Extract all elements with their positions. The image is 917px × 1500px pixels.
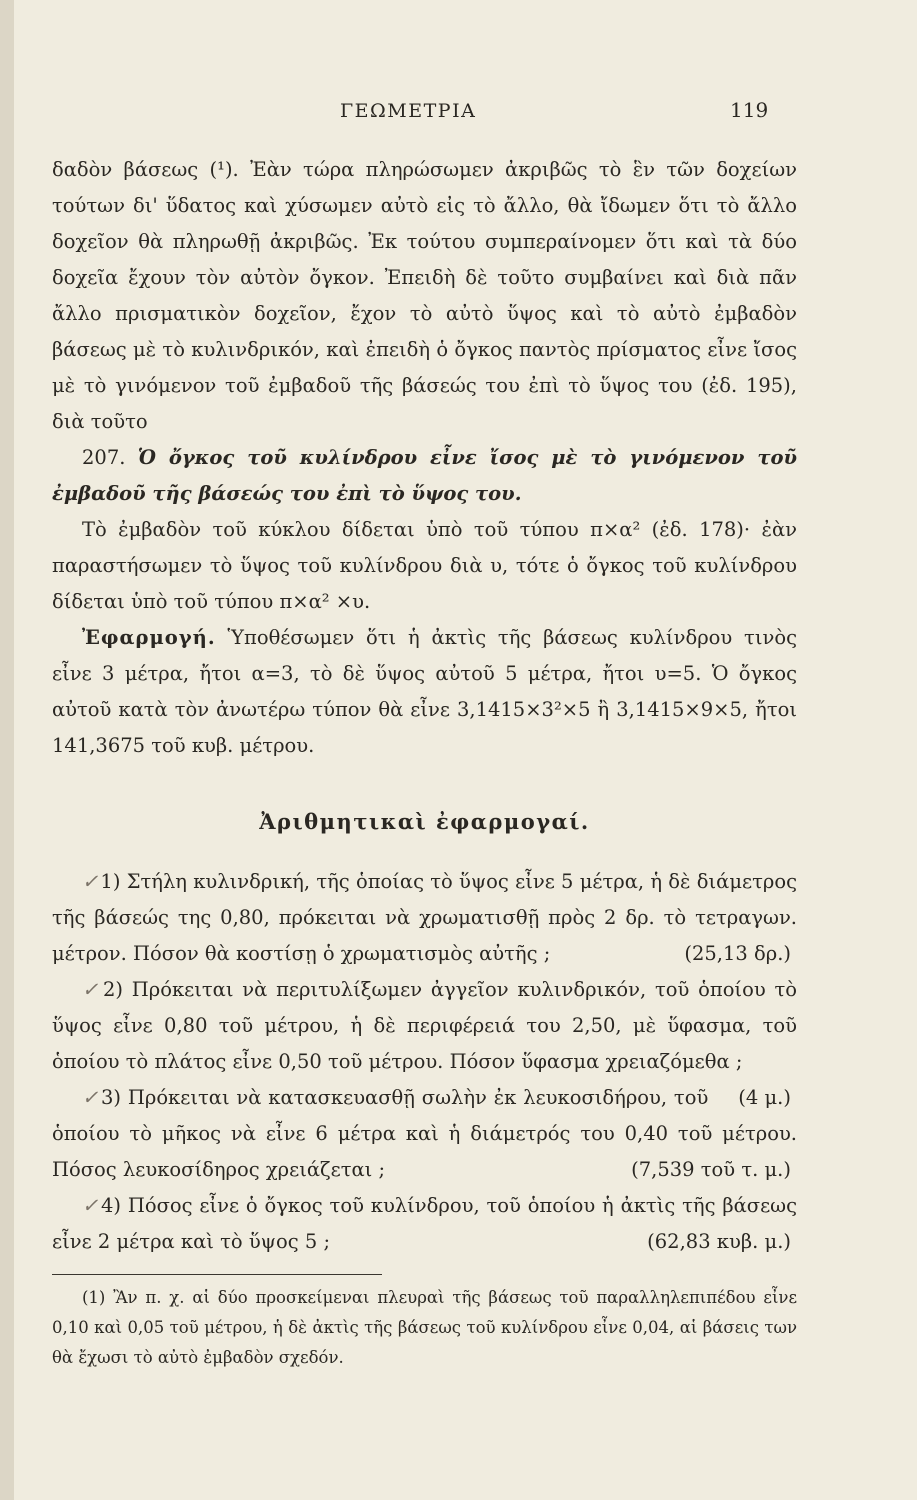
theorem-number: 207.	[82, 446, 126, 469]
pencil-check-icon: ✓	[82, 1086, 99, 1109]
page-number: 119	[730, 98, 769, 122]
theorem-statement: Ὁ ὄγκος τοῦ κυλίνδρου εἶνε ἴσος μὲ τὸ γινόμενον τοῦ ἐμβαδοῦ τῆς βάσεώς του ἐπὶ τὸ ὕψος του.	[52, 446, 797, 505]
exercise-answer: (4 μ.)	[738, 1086, 791, 1109]
application-paragraph	[52, 620, 797, 764]
section-heading: Ἀριθμητικαὶ ἐφαρμογαί.	[259, 809, 590, 834]
application-text: Ὑποθέσωμεν ὅτι ἡ ἀκτὶς τῆς βάσεως κυλίνδρου τινὸς εἶνε 3 μέτρα, ἤτοι α=3, τὸ δὲ ὕψος αὐτοῦ 5 μέτρα, ἤτοι υ=5. Ὁ ὄγκος αὐτοῦ κατὰ τὸν ἀνωτέρω τύπον θὰ εἶνε 3,1415×3²×5 ἢ 3,1415×9×5, ἤτοι 141,3675 τοῦ κυβ. μέτρου.	[52, 626, 797, 757]
running-title: ΓΕΩΜΕΤΡΙΑ	[340, 100, 477, 122]
main-text	[52, 152, 797, 1373]
exercise-4	[52, 1188, 797, 1260]
page-header	[0, 96, 917, 126]
exercise-2	[52, 972, 797, 1109]
exercise-text: Πρόκειται νὰ περιτυλίξωμεν ἀγγεῖον κυλινδρικόν, τοῦ ὁποίου τὸ ὕψος εἶνε 0,80 τοῦ μέτρου, ἡ δὲ περιφέρειά του 2,50, μὲ ὕφασμα, τοῦ ὁποίου τὸ πλάτος εἶνε 0,50 τοῦ μέτρου. Πόσον ὕφασμα χρειαζόμεθα ;	[52, 978, 797, 1073]
footnote: (1) Ἂν π. χ. αἱ δύο προσκείμεναι πλευραὶ τῆς βάσεως τοῦ παραλληλεπιπέδου εἶνε 0,10 καὶ 0,05 τοῦ μέτρου, ἡ δὲ ἀκτὶς τῆς βάσεως τοῦ κυλίνδρου εἶνε 0,04, αἱ βάσεις των θὰ ἔχωσι τὸ αὐτὸ ἐμβαδὸν σχεδόν.	[52, 1288, 797, 1367]
exercise-number: 1)	[100, 870, 121, 893]
exercise-answer: (62,83 κυβ. μ.)	[647, 1230, 791, 1253]
exercise-answer: (25,13 δρ.)	[684, 942, 791, 965]
exercise-number: 2)	[102, 978, 123, 1001]
paragraph-continuation: δαδὸν βάσεως (¹). Ἐὰν τώρα πληρώσωμεν ἀκριβῶς τὸ ἓν τῶν δοχείων τούτων δι' ὕδατος καὶ χύσωμεν αὐτὸ εἰς τὸ ἄλλο, θὰ ἴδωμεν ὅτι τὸ ἄλλο δοχεῖον θὰ πληρωθῇ ἀκριβῶς. Ἐκ τούτου συμπεραίνομεν ὅτι καὶ τὰ δύο δοχεῖα ἔχουν τὸν αὐτὸν ὄγκον. Ἐπειδὴ δὲ τοῦτο συμβαίνει καὶ διὰ πᾶν ἄλλο πρισματικὸν δοχεῖον, ἔχον τὸ αὐτὸ ὕψος καὶ τὸ αὐτὸ ἐμβαδὸν βάσεως μὲ τὸ κυλινδρικόν, καὶ ἐπειδὴ ὁ ὄγκος παντὸς πρίσματος εἶνε ἴσος μὲ τὸ γινόμενον τοῦ ἐμβαδοῦ τῆς βάσεώς του ἐπὶ τὸ ὕψος του (ἐδ. 195), διὰ τοῦτο	[52, 158, 797, 433]
exercise-number: 3)	[100, 1086, 121, 1109]
exercise-text: Στήλη κυλινδρική, τῆς ὁποίας τὸ ὕψος εἶνε 5 μέτρα, ἡ δὲ διάμετρος τῆς βάσεώς της 0,80, πρόκειται νὰ χρωματισθῇ πρὸς 2 δρ. τὸ τετραγων. μέτρον. Πόσον θὰ κοστίσῃ ὁ χρωματισμὸς αὐτῆς ;	[52, 870, 798, 965]
exercise-answer: (7,539 τοῦ τ. μ.)	[631, 1158, 791, 1181]
footnote-divider	[52, 1274, 382, 1275]
binding-edge	[0, 0, 14, 1500]
exercise-1	[52, 864, 797, 972]
paragraph-formula: Τὸ ἐμβαδὸν τοῦ κύκλου δίδεται ὑπὸ τοῦ τύπου π×α² (ἐδ. 178)· ἐὰν παραστήσωμεν τὸ ὕψος τοῦ κυλίνδρου διὰ υ, τότε ὁ ὄγκος τοῦ κυλίνδρου δίδεται ὑπὸ τοῦ τύπου π×α² ×υ.	[52, 518, 797, 613]
exercise-text: Πρόκειται νὰ κατασκευασθῇ σωλὴν ἐκ λευκοσιδήρου, τοῦ ὁποίου τὸ μῆκος νὰ εἶνε 6 μέτρα καὶ ἡ διάμετρός του 0,40 τοῦ μέτρου. Πόσος λευκοσίδηρος χρειάζεται ;	[52, 1086, 797, 1181]
pencil-check-icon: ✓	[82, 1194, 99, 1217]
pencil-check-icon: ✓	[82, 978, 101, 1001]
pencil-check-icon: ✓	[82, 870, 99, 893]
theorem-207	[52, 440, 797, 512]
exercise-3	[52, 1080, 797, 1188]
application-label: Ἐφαρμογή.	[82, 626, 216, 649]
exercise-number: 4)	[100, 1194, 121, 1217]
exercise-text: Πόσος εἶνε ὁ ὄγκος τοῦ κυλίνδρου, τοῦ ὁποίου ἡ ἀκτὶς τῆς βάσεως εἶνε 2 μέτρα καὶ τὸ ὕψος 5 ;	[52, 1194, 798, 1253]
